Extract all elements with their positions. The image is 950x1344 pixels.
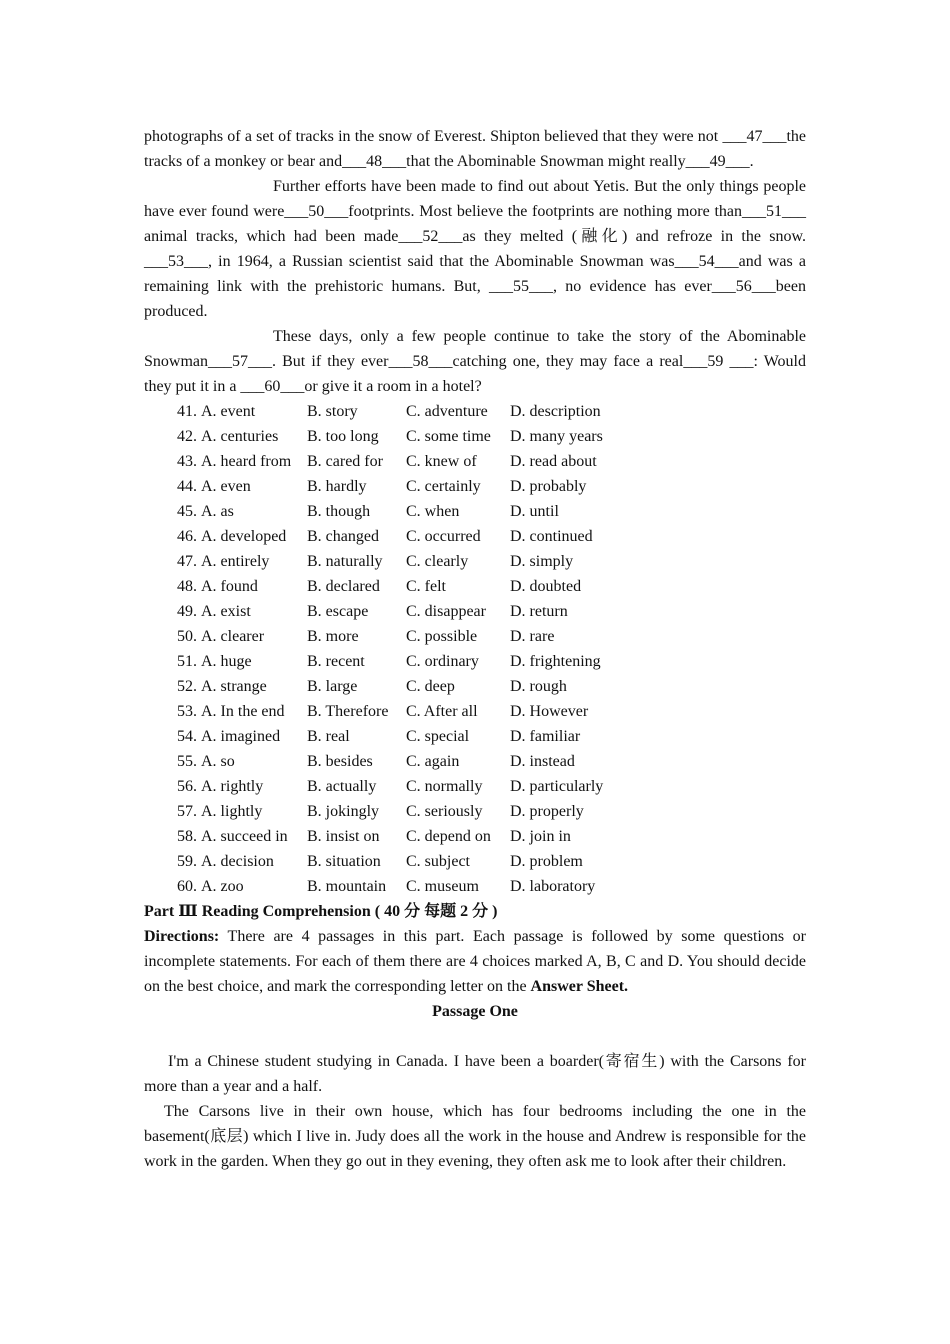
question-number: 49. <box>177 603 197 620</box>
question-number: 51. <box>177 653 197 670</box>
option-c: C. clearly <box>406 553 469 570</box>
option-b: B. story <box>307 403 358 420</box>
option-d: D. problem <box>510 853 583 870</box>
option-a: A. heard from <box>201 453 292 470</box>
option-row <box>144 774 806 799</box>
spacer <box>144 1024 806 1049</box>
option-c: C. again <box>406 753 460 770</box>
question-number: 55. <box>177 753 197 770</box>
option-d: D. until <box>510 503 559 520</box>
option-row <box>144 699 806 724</box>
option-d: D. laboratory <box>510 878 596 895</box>
option-row <box>144 599 806 624</box>
option-d: D. doubted <box>510 578 582 595</box>
question-number: 48. <box>177 578 197 595</box>
option-b: B. changed <box>307 528 379 545</box>
option-d: D. properly <box>510 803 584 820</box>
question-number: 44. <box>177 478 197 495</box>
option-b: B. hardly <box>307 478 367 495</box>
question-number: 41. <box>177 403 197 420</box>
passage-paragraph-2: The Carsons live in their own house, which has four bedrooms including the one in the basement(底层) which I live in. Judy does all the work in the house and Andrew is responsible for the work in the garden. When they go out in they evening, they often ask me to look after their children. <box>144 1103 806 1170</box>
option-b: B. declared <box>307 578 380 595</box>
option-a: A. centuries <box>201 428 279 445</box>
option-c: C. museum <box>406 878 479 895</box>
option-row <box>144 624 806 649</box>
directions <box>144 924 806 999</box>
option-b: B. real <box>307 728 350 745</box>
question-number: 53. <box>177 703 197 720</box>
option-row <box>144 749 806 774</box>
cloze-paragraph-2: Further efforts have been made to find out about Yetis. But the only things people have ever found were___50___footprints. Most believe the footprints are nothing more than___51___ animal tracks, which had been made___52___as they melted (融化) and refroze in the snow. ___53___, in 1964, a Russian scientist said that the Abominable Snowman was___54___and was a remaining link with the prehistoric humans. But, ___55___, no evidence has ever___56___been produced. <box>144 178 806 320</box>
option-a: A. so <box>201 753 235 770</box>
option-row <box>144 824 806 849</box>
option-d: D. rough <box>510 678 567 695</box>
option-d: D. frightening <box>510 653 601 670</box>
part-heading: Part Ⅲ Reading Comprehension ( 40 分 每题 2 分 ) <box>144 903 498 920</box>
option-row <box>144 649 806 674</box>
option-a: A. exist <box>201 603 251 620</box>
option-a: A. event <box>201 403 256 420</box>
option-d: D. particularly <box>510 778 604 795</box>
option-b: B. besides <box>307 753 373 770</box>
option-b: B. more <box>307 628 359 645</box>
option-d: D. join in <box>510 828 571 845</box>
option-b: B. escape <box>307 603 369 620</box>
question-number: 52. <box>177 678 197 695</box>
option-d: D. continued <box>510 528 593 545</box>
option-d: D. However <box>510 703 589 720</box>
option-b: B. insist on <box>307 828 380 845</box>
option-b: B. too long <box>307 428 379 445</box>
option-d: D. instead <box>510 753 575 770</box>
option-row <box>144 499 806 524</box>
cloze-paragraph-3: These days, only a few people continue to take the story of the Abominable Snowman___57___. But if they ever___58___catching one, they may face a real___59 ___: Would they put it in a ___60___or give it a room in a hotel? <box>144 328 806 395</box>
option-c: C. deep <box>406 678 455 695</box>
option-row <box>144 674 806 699</box>
question-number: 56. <box>177 778 197 795</box>
option-row <box>144 724 806 749</box>
option-c: C. felt <box>406 578 446 595</box>
option-b: B. jokingly <box>307 803 380 820</box>
option-b: B. Therefore <box>307 703 389 720</box>
option-c: C. subject <box>406 853 470 870</box>
question-number: 43. <box>177 453 197 470</box>
option-row <box>144 399 806 424</box>
option-b: B. situation <box>307 853 381 870</box>
question-number: 54. <box>177 728 197 745</box>
option-b: B. naturally <box>307 553 383 570</box>
option-row <box>144 549 806 574</box>
option-d: D. probably <box>510 478 587 495</box>
directions-label: Directions: <box>144 928 220 945</box>
option-d: D. simply <box>510 553 574 570</box>
option-a: A. even <box>201 478 251 495</box>
question-number: 50. <box>177 628 197 645</box>
question-number: 59. <box>177 853 197 870</box>
option-c: C. knew of <box>406 453 477 470</box>
option-a: A. huge <box>201 653 252 670</box>
option-c: C. special <box>406 728 470 745</box>
option-a: A. clearer <box>201 628 265 645</box>
option-c: C. possible <box>406 628 478 645</box>
document-page <box>144 124 806 1174</box>
option-a: A. In the end <box>201 703 285 720</box>
option-d: D. rare <box>510 628 555 645</box>
option-a: A. lightly <box>201 803 263 820</box>
option-c: C. depend on <box>406 828 491 845</box>
option-d: D. familiar <box>510 728 581 745</box>
question-number: 60. <box>177 878 197 895</box>
question-number: 47. <box>177 553 197 570</box>
option-row <box>144 474 806 499</box>
option-a: A. decision <box>201 853 274 870</box>
option-row <box>144 874 806 899</box>
option-c: C. when <box>406 503 460 520</box>
answer-sheet-label: Answer Sheet. <box>530 978 629 995</box>
option-c: C. seriously <box>406 803 483 820</box>
option-row <box>144 424 806 449</box>
option-d: D. description <box>510 403 601 420</box>
option-c: C. ordinary <box>406 653 479 670</box>
option-row <box>144 449 806 474</box>
option-row <box>144 524 806 549</box>
option-b: B. though <box>307 503 371 520</box>
directions-text: There are 4 passages in this part. Each passage is followed by some questions or incomplete statements. For each of them there are 4 choices marked A, B, C and D. You should decide on the best choice, and mark the corresponding letter on the <box>144 928 806 995</box>
question-number: 46. <box>177 528 197 545</box>
option-a: A. zoo <box>201 878 244 895</box>
question-number: 57. <box>177 803 197 820</box>
option-d: D. read about <box>510 453 597 470</box>
option-row <box>144 799 806 824</box>
options-list <box>144 399 806 899</box>
option-c: C. some time <box>406 428 491 445</box>
option-c: C. After all <box>406 703 478 720</box>
passage-paragraph-1: I'm a Chinese student studying in Canada. I have been a boarder(寄宿生) with the Carsons for more than a year and a half. <box>144 1053 806 1095</box>
option-a: A. succeed in <box>201 828 288 845</box>
option-c: C. adventure <box>406 403 488 420</box>
option-c: C. normally <box>406 778 483 795</box>
option-row <box>144 574 806 599</box>
option-a: A. rightly <box>201 778 264 795</box>
option-a: A. as <box>201 503 234 520</box>
option-c: C. certainly <box>406 478 481 495</box>
passage-title: Passage One <box>432 1003 518 1020</box>
question-number: 42. <box>177 428 197 445</box>
option-b: B. large <box>307 678 358 695</box>
option-d: D. many years <box>510 428 603 445</box>
option-b: B. actually <box>307 778 377 795</box>
option-b: B. cared for <box>307 453 383 470</box>
option-a: A. found <box>201 578 258 595</box>
option-c: C. occurred <box>406 528 481 545</box>
option-b: B. mountain <box>307 878 387 895</box>
option-a: A. imagined <box>201 728 281 745</box>
option-a: A. strange <box>201 678 267 695</box>
option-b: B. recent <box>307 653 365 670</box>
question-number: 45. <box>177 503 197 520</box>
option-a: A. entirely <box>201 553 270 570</box>
option-d: D. return <box>510 603 568 620</box>
option-c: C. disappear <box>406 603 486 620</box>
cloze-paragraph-1: photographs of a set of tracks in the snow of Everest. Shipton believed that they were not ___47___the tracks of a monkey or bear and___48___that the Abominable Snowman might really___49___. <box>144 128 806 170</box>
option-a: A. developed <box>201 528 287 545</box>
option-row <box>144 849 806 874</box>
question-number: 58. <box>177 828 197 845</box>
